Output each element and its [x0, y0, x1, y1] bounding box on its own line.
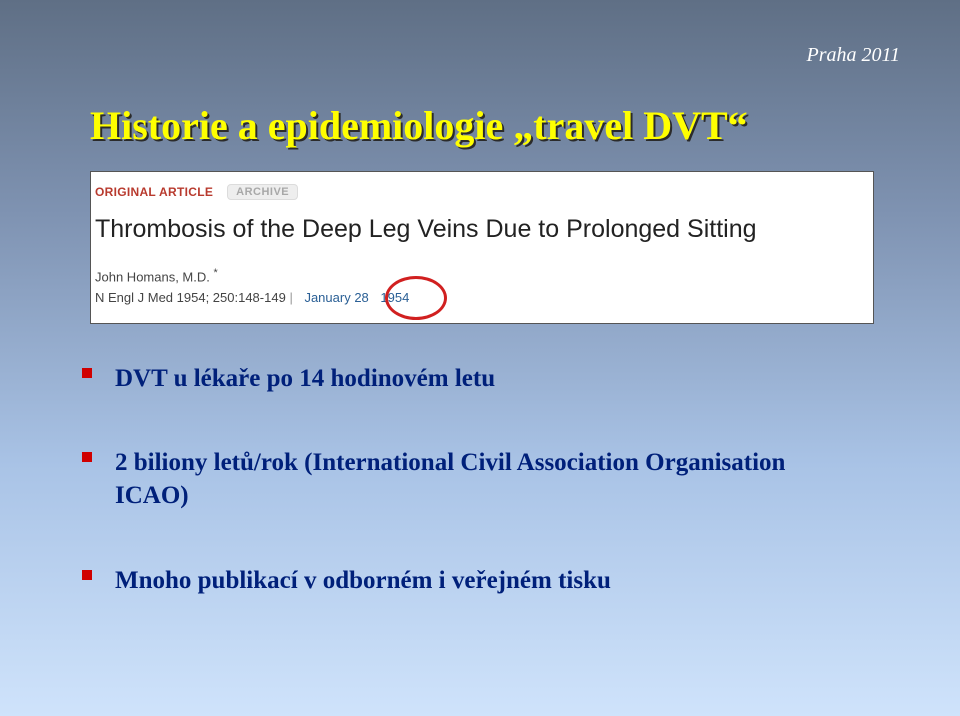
bullet-item [82, 362, 495, 395]
slide-title: Historie a epidemiologie „travel DVT“ [90, 103, 748, 148]
bullet-marker-icon [82, 368, 92, 378]
bullet-text: Mnoho publikací v odborném i veřejném tisku [115, 567, 611, 594]
citation-separator: | [289, 290, 293, 305]
author-name: John Homans, M.D. [95, 269, 210, 285]
bullet-text: DVT u lékaře po 14 hodinovém letu [115, 365, 496, 392]
citation-journal: N Engl J Med 1954; 250:148-149 [95, 290, 286, 305]
bullet-item [82, 446, 805, 512]
original-article-tag: ORIGINAL ARTICLE [95, 185, 214, 199]
article-author [95, 267, 218, 284]
bullet-marker-icon [82, 452, 92, 462]
archive-tag: ARCHIVE [227, 184, 298, 200]
article-screenshot [90, 171, 874, 324]
citation-year: 1954 [380, 290, 410, 305]
author-asterisk: * [213, 267, 218, 279]
citation-date: January 28 [304, 290, 369, 305]
year-highlight-circle [385, 276, 447, 320]
bullet-item [82, 564, 611, 597]
bullet-marker-icon [82, 570, 92, 580]
article-title: Thrombosis of the Deep Leg Veins Due to Prolonged Sitting [95, 215, 757, 243]
article-tags [95, 184, 298, 200]
article-citation [95, 290, 409, 305]
place-year: Praha 2011 [806, 44, 900, 66]
bullet-text: 2 biliony letů/rok (International Civil Association Organisation ICAO) [115, 449, 786, 509]
